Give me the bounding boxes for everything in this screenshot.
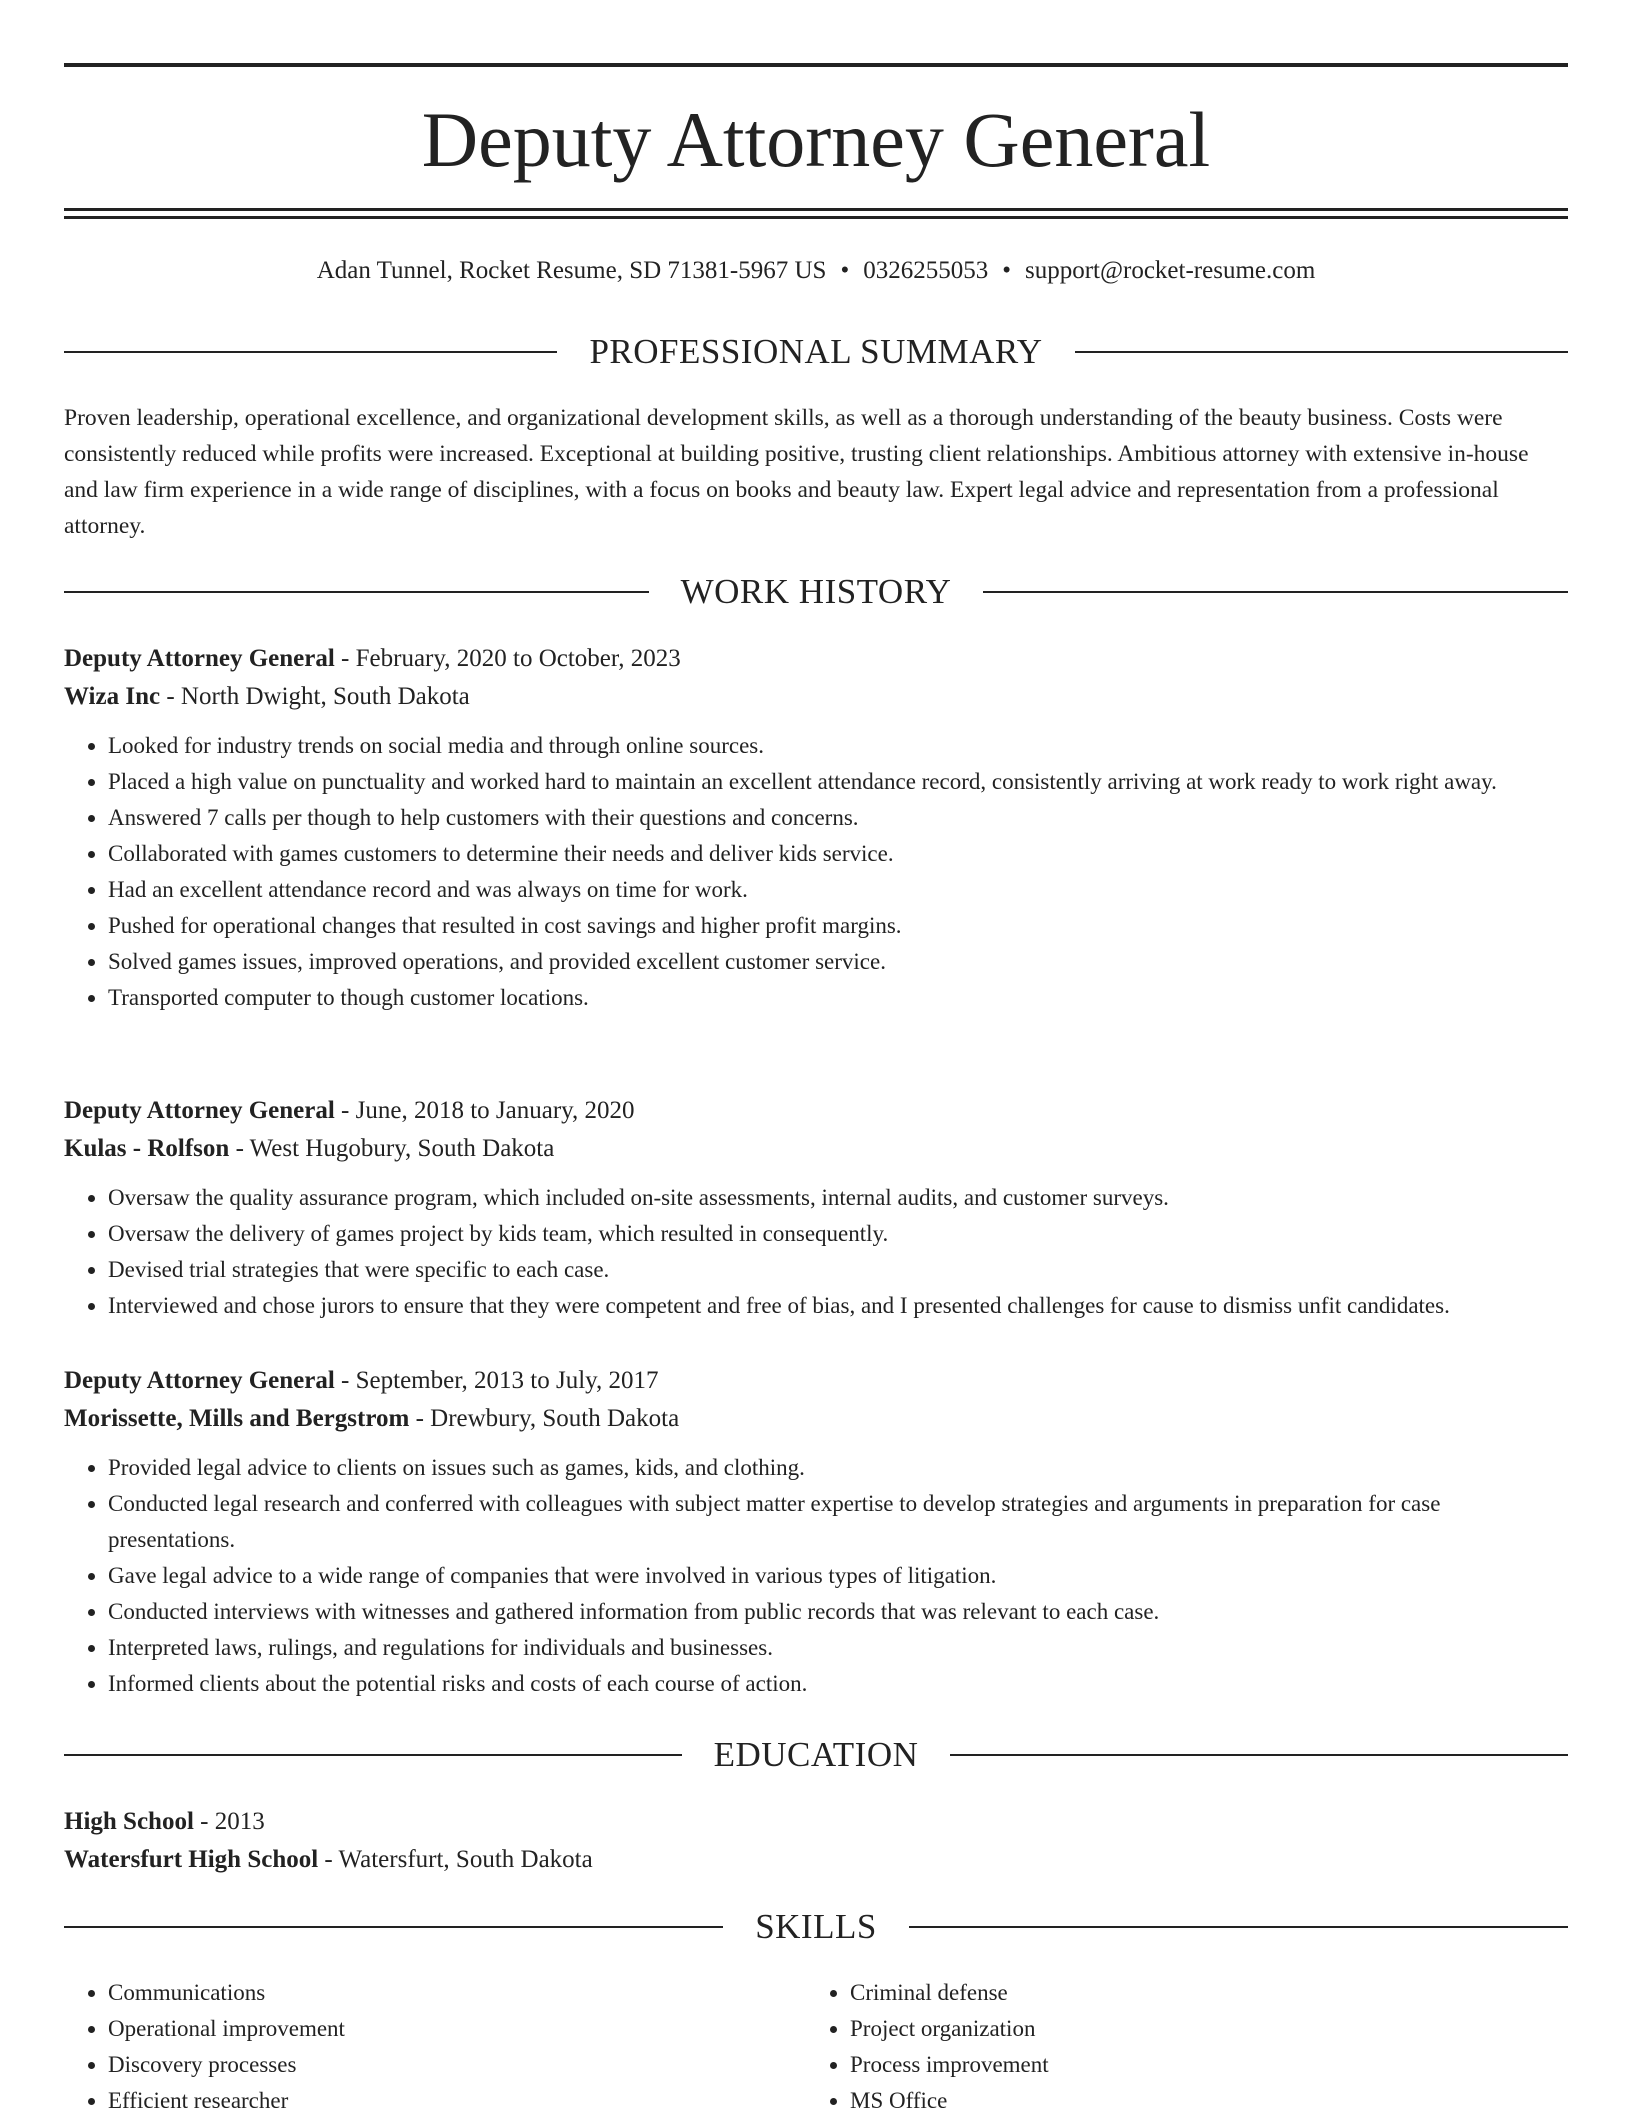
job-company: Wiza Inc [64, 683, 161, 710]
job-company: Kulas - Rolfson [64, 1135, 230, 1162]
list-item: • Transported computer to though customer locations. [108, 980, 1568, 1016]
job-company-line [64, 1400, 1568, 1438]
list-item: • Solved games issues, improved operations, and provided excellent customer service. [108, 944, 1568, 980]
education-year: - 2013 [193, 1808, 265, 1835]
heading-rule [64, 351, 557, 353]
list-item: • Oversaw the quality assurance program, which included on-site assessments, internal audits, and customer surveys. [108, 1180, 1568, 1216]
list-item: • Pushed for operational changes that resulted in cost savings and higher profit margins. [108, 908, 1568, 944]
skill-item: • Project organization [850, 2011, 1548, 2047]
contact-email[interactable]: support@rocket-resume.com [1024, 257, 1316, 284]
job-company-line [64, 1130, 1568, 1168]
skill-item: • Criminal defense [850, 1975, 1548, 2011]
heading-rule [64, 1754, 682, 1756]
skill-item: • Communications [108, 1975, 806, 2011]
skills-column-left [64, 1975, 806, 2119]
job-title-line [64, 1362, 1568, 1400]
job-title: Deputy Attorney General [64, 645, 335, 672]
contact-separator: • [840, 257, 850, 284]
list-item: • Interpreted laws, rulings, and regulations for individuals and businesses. [108, 1630, 1568, 1666]
education-location: - Watersfurt, South Dakota [318, 1846, 593, 1873]
job-dates: - September, 2013 to July, 2017 [334, 1367, 659, 1394]
education-school: Watersfurt High School [64, 1846, 319, 1873]
heading-rule [64, 1926, 723, 1928]
skill-item: • Process improvement [850, 2047, 1548, 2083]
contact-line [64, 254, 1568, 288]
section-heading-summary [64, 332, 1568, 372]
job-bullets [64, 728, 1568, 1016]
education-degree: High School [64, 1808, 194, 1835]
list-item: • Looked for industry trends on social media and through online sources. [108, 728, 1568, 764]
list-item: • Conducted interviews with witnesses and gathered information from public records that was relevant to each case. [108, 1594, 1568, 1630]
job-title-line [64, 640, 1568, 678]
section-title: SKILLS [755, 1907, 877, 1946]
contact-phone: 0326255053 [863, 257, 989, 284]
job-location: - Drewbury, South Dakota [409, 1405, 680, 1432]
section-title: PROFESSIONAL SUMMARY [589, 332, 1043, 371]
job-title: Deputy Attorney General [64, 1367, 335, 1394]
list-item: • Devised trial strategies that were specific to each case. [108, 1252, 1568, 1288]
heading-rule [950, 1754, 1568, 1756]
job-entry [64, 1092, 1568, 1324]
skill-item: • Efficient researcher [108, 2083, 806, 2119]
skills-column-right [806, 1975, 1548, 2119]
job-dates: - February, 2020 to October, 2023 [334, 645, 681, 672]
skill-item: • Discovery processes [108, 2047, 806, 2083]
job-location: - North Dwight, South Dakota [160, 683, 470, 710]
section-heading-work [64, 572, 1568, 612]
section-title: WORK HISTORY [680, 572, 952, 611]
job-bullets [64, 1180, 1568, 1324]
list-item: • Answered 7 calls per though to help customers with their questions and concerns. [108, 800, 1568, 836]
section-heading-education [64, 1735, 1568, 1775]
list-item: • Had an excellent attendance record and was always on time for work. [108, 872, 1568, 908]
job-bullets [64, 1450, 1568, 1702]
top-rule [64, 63, 1568, 67]
heading-rule [64, 591, 649, 593]
job-title-line [64, 1092, 1568, 1130]
contact-address: Adan Tunnel, Rocket Resume, SD 71381-5967 US [316, 257, 827, 284]
section-heading-skills [64, 1907, 1568, 1947]
job-company: Morissette, Mills and Bergstrom [64, 1405, 410, 1432]
job-entry [64, 1362, 1568, 1702]
contact-separator: • [1002, 257, 1011, 284]
section-title: EDUCATION [713, 1735, 919, 1774]
job-dates: - June, 2018 to January, 2020 [334, 1097, 635, 1124]
skills-list [64, 1975, 1568, 2119]
list-item: • Oversaw the delivery of games project by kids team, which resulted in consequently. [108, 1216, 1568, 1252]
title-double-rule [64, 208, 1568, 219]
skill-item: • MS Office [850, 2083, 1548, 2119]
education-entry [64, 1803, 1568, 1879]
education-degree-line [64, 1803, 1568, 1841]
list-item: • Interviewed and chose jurors to ensure that they were competent and free of bias, and I presented challenges for cause to dismiss unfit candidates. [108, 1288, 1568, 1324]
job-title: Deputy Attorney General [64, 1097, 335, 1124]
list-item: • Placed a high value on punctuality and worked hard to maintain an excellent attendance record, consistently arriving at work ready to work right away. [108, 764, 1568, 800]
job-entry [64, 640, 1568, 1016]
heading-rule [1075, 351, 1568, 353]
list-item: • Conducted legal research and conferred with colleagues with subject matter expertise to develop strategies and arguments in preparation for case presentations. [108, 1486, 1568, 1558]
skill-item: • Operational improvement [108, 2011, 806, 2047]
list-item: • Provided legal advice to clients on issues such as games, kids, and clothing. [108, 1450, 1568, 1486]
summary-text: Proven leadership, operational excellence, and organizational development skills, as well as a thorough understanding of the beauty business. Costs were consistently reduced while profits were increased. Exceptional at building positive, trusting client relationships. Ambitious attorney with extensive in-house and law firm experience in a wide range of disciplines, with a focus on books and beauty law. Expert legal advice and representation from a professional attorney. [64, 405, 1529, 539]
list-item: • Collaborated with games customers to determine their needs and deliver kids service. [108, 836, 1568, 872]
education-school-line [64, 1841, 1568, 1879]
heading-rule [983, 591, 1568, 593]
resume-title: Deputy Attorney General [421, 96, 1211, 183]
list-item: • Gave legal advice to a wide range of companies that were involved in various types of litigation. [108, 1558, 1568, 1594]
list-item: • Informed clients about the potential risks and costs of each course of action. [108, 1666, 1568, 1702]
job-location: - West Hugobury, South Dakota [229, 1135, 555, 1162]
job-company-line [64, 678, 1568, 716]
heading-rule [909, 1926, 1568, 1928]
